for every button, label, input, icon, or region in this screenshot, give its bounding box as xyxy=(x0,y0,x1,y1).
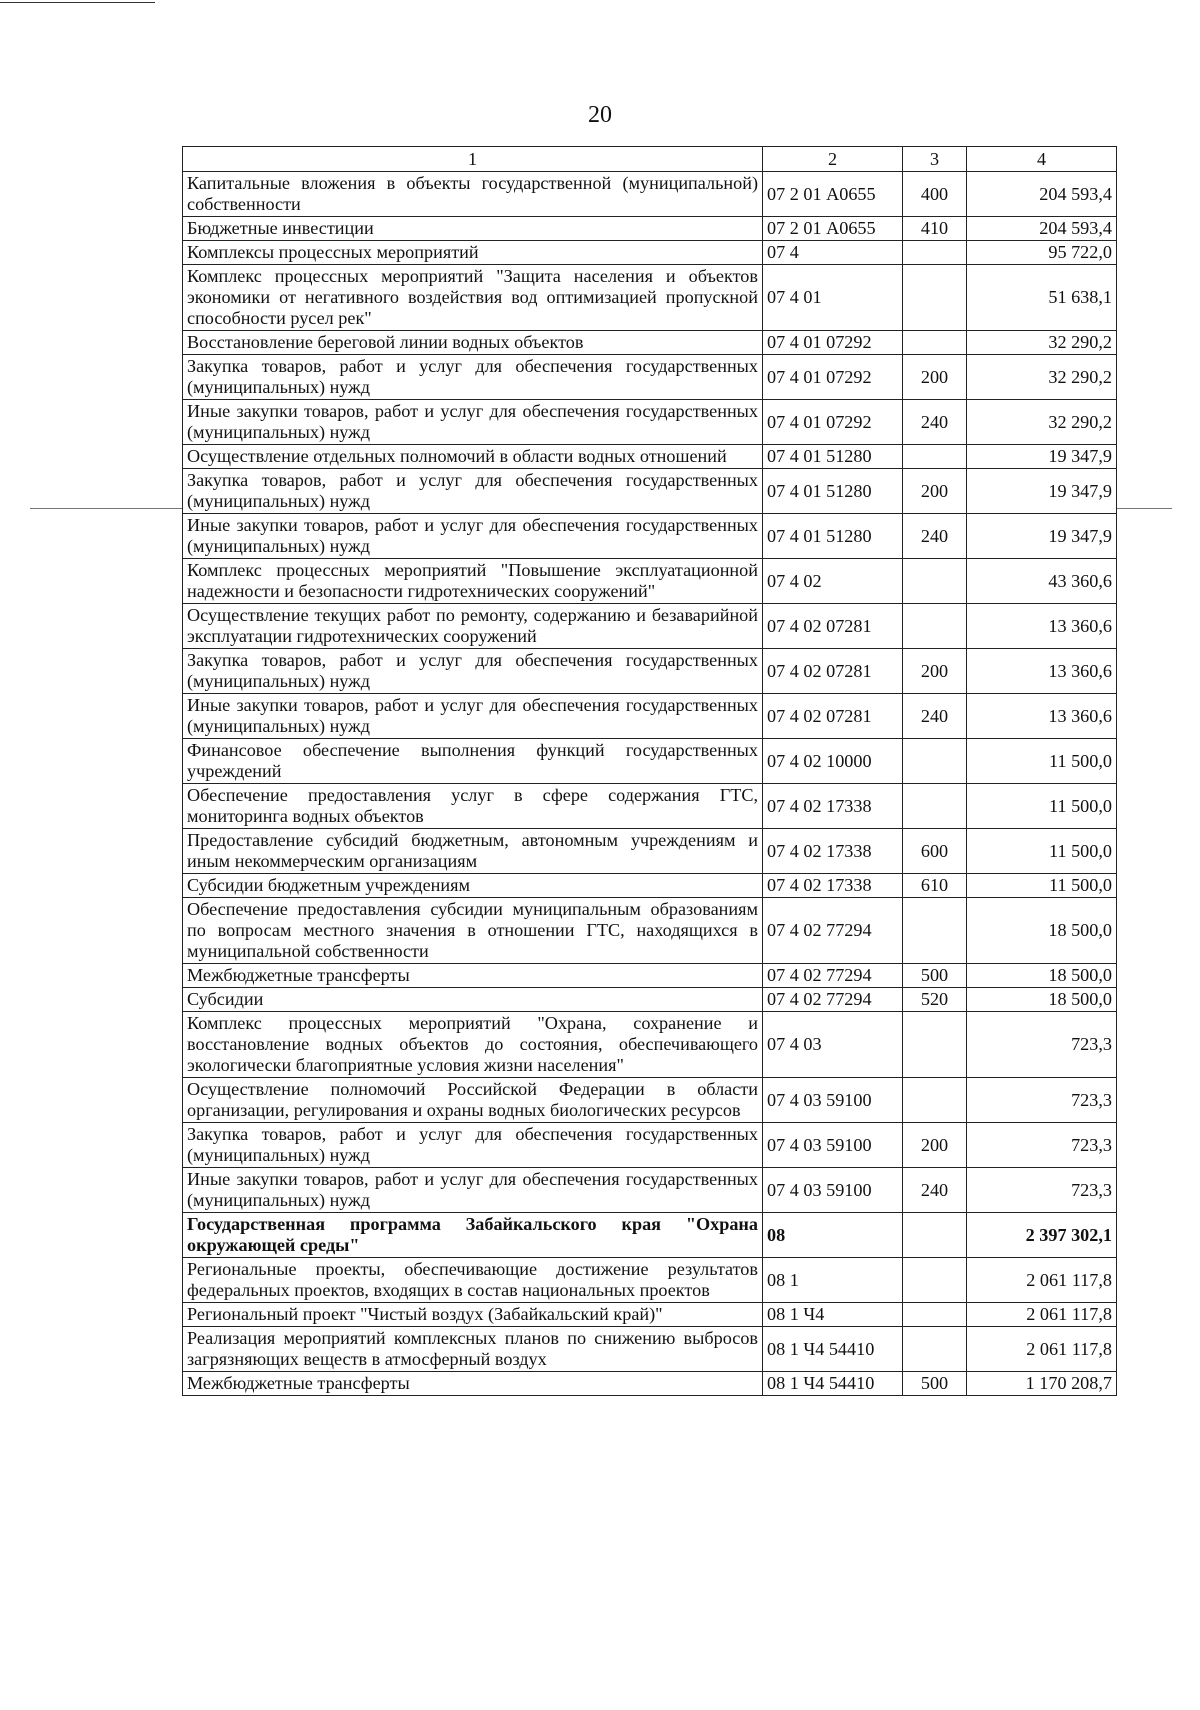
row-amount-cell: 32 290,2 xyxy=(967,355,1117,400)
row-amount-cell: 19 347,9 xyxy=(967,514,1117,559)
row-type-cell: 410 xyxy=(903,217,967,241)
row-type-cell xyxy=(903,1258,967,1303)
row-code-cell: 07 4 01 51280 xyxy=(763,445,903,469)
row-amount-cell: 723,3 xyxy=(967,1168,1117,1213)
row-amount-cell: 204 593,4 xyxy=(967,172,1117,217)
row-name-cell: Субсидии бюджетным учреждениям xyxy=(183,874,763,898)
row-name-cell: Закупка товаров, работ и услуг для обеспечения государственных (муниципальных) нужд xyxy=(183,355,763,400)
row-code-cell: 07 4 02 77294 xyxy=(763,964,903,988)
row-name-cell: Комплексы процессных мероприятий xyxy=(183,241,763,265)
row-code-cell: 07 4 03 59100 xyxy=(763,1078,903,1123)
table-row xyxy=(183,829,1117,874)
table-row xyxy=(183,604,1117,649)
row-name-cell: Реализация мероприятий комплексных планов по снижению выбросов загрязняющих веществ в атмосферный воздух xyxy=(183,1327,763,1372)
row-type-cell: 500 xyxy=(903,964,967,988)
row-code-cell: 08 1 Ч4 54410 xyxy=(763,1372,903,1396)
row-code-cell: 07 4 01 51280 xyxy=(763,469,903,514)
table-row xyxy=(183,172,1117,217)
row-name-cell: Иные закупки товаров, работ и услуг для обеспечения государственных (муниципальных) нужд xyxy=(183,400,763,445)
row-amount-cell: 723,3 xyxy=(967,1078,1117,1123)
header-col-4: 4 xyxy=(967,147,1117,172)
row-code-cell: 07 4 02 07281 xyxy=(763,604,903,649)
header-col-1: 1 xyxy=(183,147,763,172)
row-name-cell: Закупка товаров, работ и услуг для обеспечения государственных (муниципальных) нужд xyxy=(183,469,763,514)
table-row xyxy=(183,898,1117,964)
table-row xyxy=(183,1372,1117,1396)
row-name-cell: Бюджетные инвестиции xyxy=(183,217,763,241)
row-type-cell xyxy=(903,331,967,355)
row-amount-cell: 11 500,0 xyxy=(967,784,1117,829)
row-code-cell: 07 4 02 07281 xyxy=(763,694,903,739)
row-type-cell: 520 xyxy=(903,988,967,1012)
row-type-cell xyxy=(903,1327,967,1372)
row-name-cell: Закупка товаров, работ и услуг для обеспечения государственных (муниципальных) нужд xyxy=(183,1123,763,1168)
row-code-cell: 07 4 02 77294 xyxy=(763,898,903,964)
row-code-cell: 07 4 02 17338 xyxy=(763,829,903,874)
table-body xyxy=(183,172,1117,1396)
row-type-cell: 200 xyxy=(903,1123,967,1168)
row-amount-cell: 95 722,0 xyxy=(967,241,1117,265)
margin-line-left xyxy=(30,508,182,509)
row-name-cell: Осуществление полномочий Российской Федерации в области организации, регулирования и охраны водных биологических ресурсов xyxy=(183,1078,763,1123)
row-type-cell xyxy=(903,265,967,331)
table-row xyxy=(183,217,1117,241)
row-type-cell: 240 xyxy=(903,1168,967,1213)
table-row xyxy=(183,1168,1117,1213)
row-code-cell: 08 1 Ч4 54410 xyxy=(763,1327,903,1372)
row-name-cell: Субсидии xyxy=(183,988,763,1012)
table-row xyxy=(183,784,1117,829)
table-row xyxy=(183,1327,1117,1372)
row-type-cell: 240 xyxy=(903,400,967,445)
row-type-cell xyxy=(903,445,967,469)
table-row xyxy=(183,514,1117,559)
row-type-cell xyxy=(903,1012,967,1078)
table-row xyxy=(183,265,1117,331)
row-type-cell xyxy=(903,1213,967,1258)
row-name-cell: Иные закупки товаров, работ и услуг для обеспечения государственных (муниципальных) нужд xyxy=(183,1168,763,1213)
row-name-cell: Государственная программа Забайкальского края "Охрана окружающей среды" xyxy=(183,1213,763,1258)
row-amount-cell: 32 290,2 xyxy=(967,331,1117,355)
row-name-cell: Финансовое обеспечение выполнения функций государственных учреждений xyxy=(183,739,763,784)
row-code-cell: 07 4 01 07292 xyxy=(763,355,903,400)
row-amount-cell: 32 290,2 xyxy=(967,400,1117,445)
table-row xyxy=(183,649,1117,694)
row-amount-cell: 2 061 117,8 xyxy=(967,1327,1117,1372)
table-row xyxy=(183,874,1117,898)
row-name-cell: Закупка товаров, работ и услуг для обеспечения государственных (муниципальных) нужд xyxy=(183,649,763,694)
table-row xyxy=(183,445,1117,469)
row-type-cell xyxy=(903,559,967,604)
row-type-cell: 400 xyxy=(903,172,967,217)
row-type-cell: 240 xyxy=(903,514,967,559)
table-row xyxy=(183,331,1117,355)
row-type-cell xyxy=(903,1078,967,1123)
row-type-cell xyxy=(903,241,967,265)
row-name-cell: Региональные проекты, обеспечивающие достижение результатов федеральных проектов, входящих в состав национальных проектов xyxy=(183,1258,763,1303)
row-code-cell: 08 1 xyxy=(763,1258,903,1303)
row-amount-cell: 2 397 302,1 xyxy=(967,1213,1117,1258)
row-code-cell: 07 4 01 07292 xyxy=(763,400,903,445)
row-name-cell: Комплекс процессных мероприятий "Повышение эксплуатационной надежности и безопасности гидротехнических сооружений" xyxy=(183,559,763,604)
row-amount-cell: 11 500,0 xyxy=(967,739,1117,784)
row-type-cell xyxy=(903,1303,967,1327)
row-amount-cell: 1 170 208,7 xyxy=(967,1372,1117,1396)
header-col-3: 3 xyxy=(903,147,967,172)
top-edge-line xyxy=(0,2,155,3)
row-type-cell xyxy=(903,898,967,964)
row-type-cell: 610 xyxy=(903,874,967,898)
row-amount-cell: 11 500,0 xyxy=(967,829,1117,874)
row-name-cell: Межбюджетные трансферты xyxy=(183,1372,763,1396)
row-code-cell: 07 4 02 10000 xyxy=(763,739,903,784)
row-amount-cell: 19 347,9 xyxy=(967,469,1117,514)
budget-table xyxy=(182,146,1117,1396)
row-name-cell: Предоставление субсидий бюджетным, автономным учреждениям и иным некоммерческим организациям xyxy=(183,829,763,874)
table-row xyxy=(183,400,1117,445)
row-type-cell: 200 xyxy=(903,469,967,514)
row-amount-cell: 18 500,0 xyxy=(967,898,1117,964)
row-type-cell xyxy=(903,604,967,649)
row-code-cell: 07 4 03 59100 xyxy=(763,1123,903,1168)
row-amount-cell: 2 061 117,8 xyxy=(967,1303,1117,1327)
row-name-cell: Восстановление береговой линии водных объектов xyxy=(183,331,763,355)
row-name-cell: Иные закупки товаров, работ и услуг для обеспечения государственных (муниципальных) нужд xyxy=(183,694,763,739)
row-name-cell: Капитальные вложения в объекты государственной (муниципальной) собственности xyxy=(183,172,763,217)
table-row xyxy=(183,988,1117,1012)
table-row xyxy=(183,1303,1117,1327)
row-type-cell: 600 xyxy=(903,829,967,874)
row-name-cell: Региональный проект "Чистый воздух (Забайкальский край)" xyxy=(183,1303,763,1327)
row-amount-cell: 11 500,0 xyxy=(967,874,1117,898)
row-name-cell: Межбюджетные трансферты xyxy=(183,964,763,988)
margin-line-right xyxy=(1116,508,1172,509)
row-name-cell: Иные закупки товаров, работ и услуг для обеспечения государственных (муниципальных) нужд xyxy=(183,514,763,559)
row-type-cell: 500 xyxy=(903,1372,967,1396)
row-code-cell: 07 4 01 xyxy=(763,265,903,331)
row-code-cell: 07 4 xyxy=(763,241,903,265)
row-type-cell xyxy=(903,739,967,784)
row-code-cell: 08 1 Ч4 xyxy=(763,1303,903,1327)
row-amount-cell: 51 638,1 xyxy=(967,265,1117,331)
row-code-cell: 08 xyxy=(763,1213,903,1258)
row-type-cell xyxy=(903,784,967,829)
row-name-cell: Комплекс процессных мероприятий "Охрана, сохранение и восстановление водных объектов до состояния, обеспечивающего экологически благоприятные условия жизни населения" xyxy=(183,1012,763,1078)
row-amount-cell: 13 360,6 xyxy=(967,604,1117,649)
table-row xyxy=(183,739,1117,784)
row-type-cell: 200 xyxy=(903,355,967,400)
row-amount-cell: 18 500,0 xyxy=(967,964,1117,988)
row-amount-cell: 13 360,6 xyxy=(967,649,1117,694)
row-amount-cell: 2 061 117,8 xyxy=(967,1258,1117,1303)
row-name-cell: Осуществление отдельных полномочий в области водных отношений xyxy=(183,445,763,469)
page-number: 20 xyxy=(588,102,612,128)
row-name-cell: Комплекс процессных мероприятий "Защита населения и объектов экономики от негативного воздействия вод оптимизацией пропускной способности русел рек" xyxy=(183,265,763,331)
row-type-cell: 200 xyxy=(903,649,967,694)
row-code-cell: 07 4 01 07292 xyxy=(763,331,903,355)
row-amount-cell: 19 347,9 xyxy=(967,445,1117,469)
table-row xyxy=(183,241,1117,265)
row-name-cell: Обеспечение предоставления услуг в сфере содержания ГТС, мониторинга водных объектов xyxy=(183,784,763,829)
row-code-cell: 07 4 03 59100 xyxy=(763,1168,903,1213)
row-amount-cell: 723,3 xyxy=(967,1012,1117,1078)
table-row xyxy=(183,964,1117,988)
row-code-cell: 07 2 01 А0655 xyxy=(763,172,903,217)
table-row xyxy=(183,1078,1117,1123)
table-row xyxy=(183,1012,1117,1078)
row-code-cell: 07 4 02 17338 xyxy=(763,784,903,829)
row-amount-cell: 43 360,6 xyxy=(967,559,1117,604)
row-code-cell: 07 4 02 07281 xyxy=(763,649,903,694)
row-amount-cell: 13 360,6 xyxy=(967,694,1117,739)
row-code-cell: 07 4 02 17338 xyxy=(763,874,903,898)
header-row xyxy=(183,147,1117,172)
table-row xyxy=(183,355,1117,400)
header-col-2: 2 xyxy=(763,147,903,172)
row-name-cell: Обеспечение предоставления субсидии муниципальным образованиям по вопросам местного значения в отношении ГТС, находящихся в муниципальной собственности xyxy=(183,898,763,964)
row-amount-cell: 18 500,0 xyxy=(967,988,1117,1012)
row-type-cell: 240 xyxy=(903,694,967,739)
table-row xyxy=(183,1213,1117,1258)
table-row xyxy=(183,469,1117,514)
row-amount-cell: 204 593,4 xyxy=(967,217,1117,241)
row-code-cell: 07 4 02 xyxy=(763,559,903,604)
table-row xyxy=(183,1258,1117,1303)
row-code-cell: 07 2 01 А0655 xyxy=(763,217,903,241)
row-code-cell: 07 4 03 xyxy=(763,1012,903,1078)
row-amount-cell: 723,3 xyxy=(967,1123,1117,1168)
row-name-cell: Осуществление текущих работ по ремонту, содержанию и безаварийной эксплуатации гидротехнических сооружений xyxy=(183,604,763,649)
row-code-cell: 07 4 02 77294 xyxy=(763,988,903,1012)
table-row xyxy=(183,694,1117,739)
table-row xyxy=(183,1123,1117,1168)
row-code-cell: 07 4 01 51280 xyxy=(763,514,903,559)
table-row xyxy=(183,559,1117,604)
